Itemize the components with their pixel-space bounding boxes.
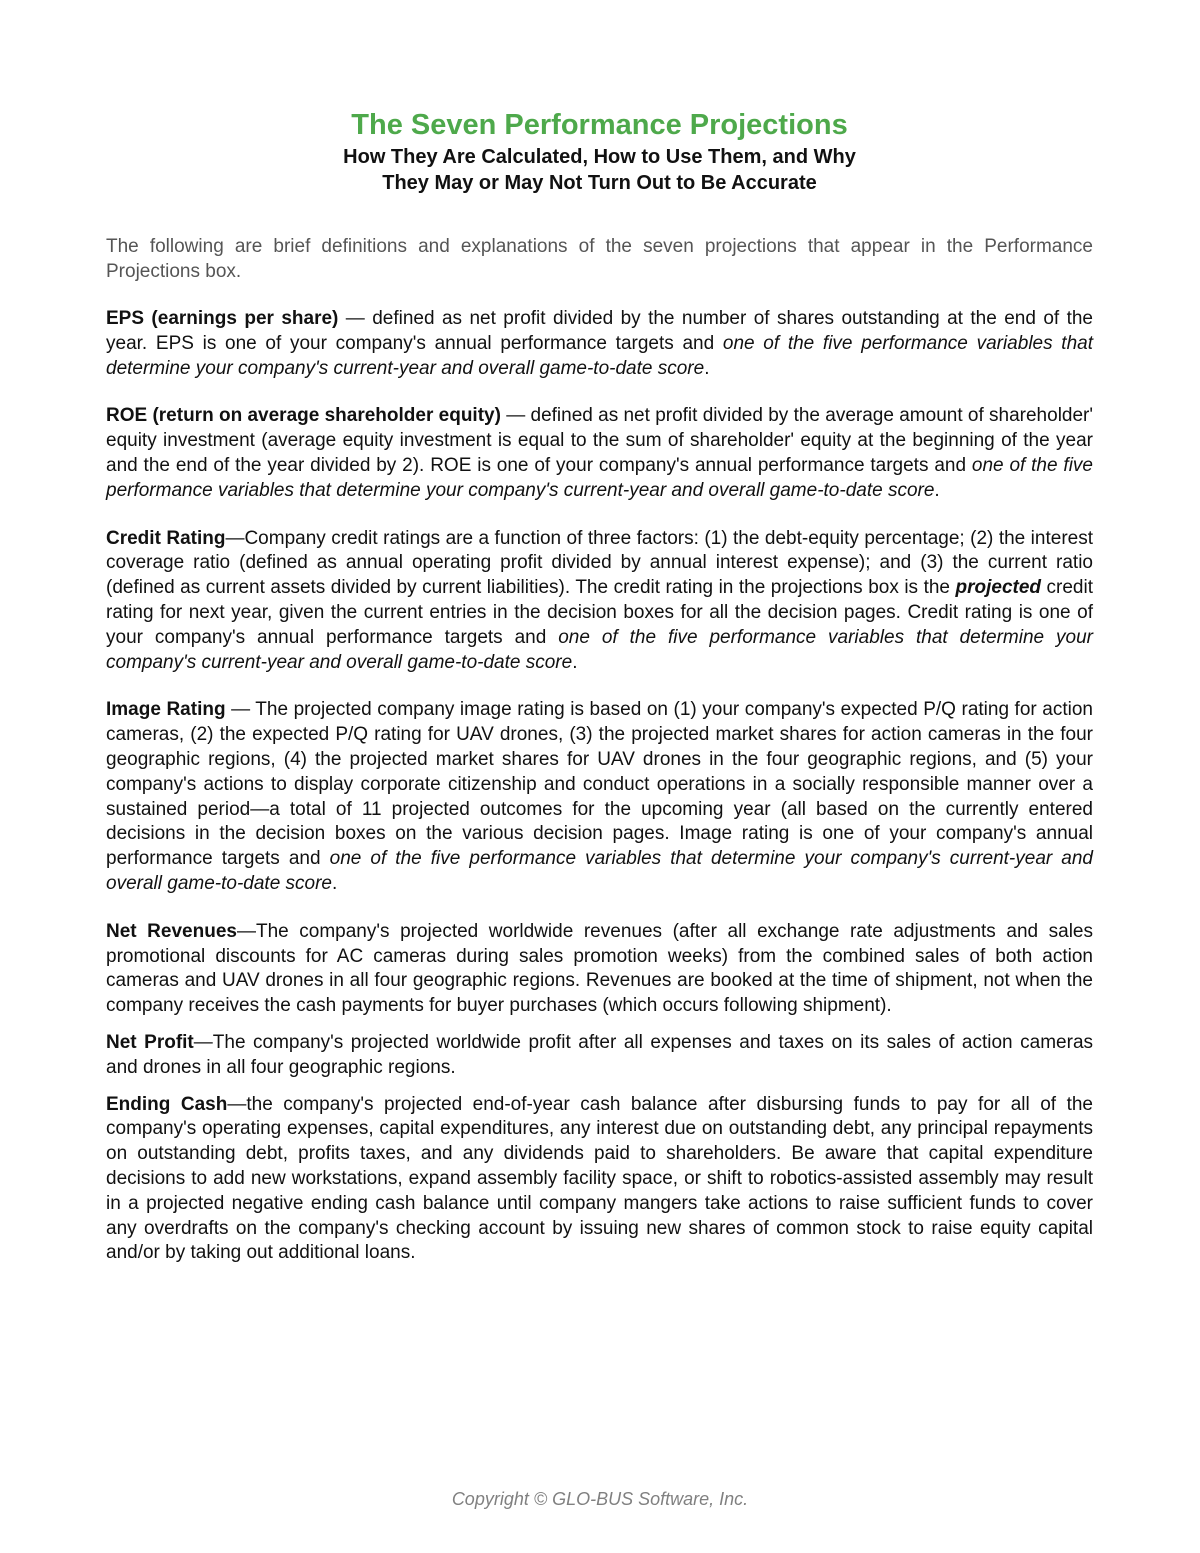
intro-paragraph: The following are brief definitions and explanations of the seven projections that appear in the Performance Projections box. (106, 236, 1093, 282)
credit-rating-emphasis: projected (955, 577, 1042, 599)
image-rating-text: — The projected company image rating is based on (1) your company's expected P/Q rating for action cameras, (2) the expected P/Q rating for UAV drones, (3) the projected market shares for action cameras in the four geographic regions, (4) the projected market shares for UAV drones in the four geographic regions, and (5) your company's actions to display corporate citizenship and conduct operations in a socially responsible manner over a sustained period—a total of 11 projected outcomes for the upcoming year (all based on the currently entered decisions in the decision boxes on the various decision pages. Image rating is one of your company's annual performance targets and (106, 699, 1093, 870)
subtitle-line-1: How They Are Calculated, How to Use Them, and Why (343, 146, 856, 168)
document-subtitle (106, 144, 1093, 196)
credit-rating-definition (106, 527, 1093, 676)
eps-definition (106, 307, 1093, 381)
net-revenues-definition (106, 920, 1093, 1019)
eps-text: — defined as net profit divided by the number of shares outstanding at the end of the year. EPS is one of your company's annual performance targets and (106, 308, 1093, 354)
net-profit-text: —The company's projected worldwide profit after all expenses and taxes on its sales of action cameras and drones in all four geographic regions. (106, 1031, 1094, 1078)
image-rating-term: Image Rating (106, 699, 226, 721)
roe-term: ROE (return on average shareholder equity) (106, 405, 501, 427)
image-rating-definition (106, 698, 1093, 896)
credit-rating-term: Credit Rating (106, 527, 226, 549)
credit-rating-end: . (572, 651, 578, 673)
roe-definition (106, 404, 1093, 503)
image-rating-end: . (332, 872, 338, 894)
eps-end: . (704, 357, 710, 379)
net-revenues-term: Net Revenues (106, 920, 237, 942)
credit-rating-text-2: credit rating for next year, given the current entries in the decision boxes for all the decision pages. Credit rating is one of your company's annual performance targets and (106, 577, 1094, 648)
roe-end: . (934, 479, 940, 501)
ending-cash-term: Ending Cash (106, 1093, 228, 1115)
credit-rating-text-1: —Company credit ratings are a function of three factors: (1) the debt-equity percentage; (2) the interest coverage ratio (defined as annual operating profit divided by annual interest expense); and (3) the current ratio (defined as current assets divided by current liabilities). The credit rating in the projections box is the (106, 527, 1093, 599)
roe-text: — defined as net profit divided by the average amount of shareholder' equity investment (average equity investment is equal to the sum of shareholder' equity at the beginning of the year and the end of the year divided by 2). ROE is one of your company's annual performance targets and (106, 405, 1093, 476)
document-title: The Seven Performance Projections (351, 109, 848, 141)
net-profit-definition (106, 1031, 1093, 1081)
subtitle-line-2: They May or May Not Turn Out to Be Accurate (382, 172, 817, 194)
copyright-footer: Copyright © GLO-BUS Software, Inc. (451, 1489, 749, 1509)
document-page (106, 108, 1093, 1266)
net-revenues-text: —The company's projected worldwide revenues (after all exchange rate adjustments and sales promotional discounts for AC cameras during sales promotion weeks) from the combined sales of both action cameras and UAV drones in all four geographic regions. Revenues are booked at the time of shipment, not when the company receives the cash payments for buyer purchases (which occurs following shipment). (106, 920, 1094, 1017)
ending-cash-definition (106, 1093, 1093, 1267)
image-rating-italic-text: one of the five performance variables that determine your company's current-year and overall game-to-date score (106, 848, 1093, 894)
net-profit-term: Net Profit (106, 1031, 194, 1053)
credit-rating-italic-text: one of the five performance variables that determine your company's current-year and overall game-to-date score (106, 626, 1093, 673)
roe-italic-text: one of the five performance variables that determine your company's current-year and overall game-to-date score (106, 454, 1093, 501)
eps-term: EPS (earnings per share) (106, 308, 339, 329)
ending-cash-text: —the company's projected end-of-year cash balance after disbursing funds to pay for all of the company's operating expenses, capital expenditures, any interest due on outstanding debt, any principal repayments on outstanding debt, profits taxes, and any dividends paid to shareholders. Be aware that capital expenditure decisions to add new workstations, expand assembly facility space, or shift to robotics-assisted assembly may result in a projected negative ending cash balance until company mangers take actions to raise sufficient funds to cover any overdrafts on the company's checking account by issuing new shares of common stock to raise equity capital and/or by taking out additional loans. (106, 1093, 1093, 1264)
eps-italic-text: one of the five performance variables that determine your company's current-year and overall game-to-date score (106, 332, 1093, 379)
